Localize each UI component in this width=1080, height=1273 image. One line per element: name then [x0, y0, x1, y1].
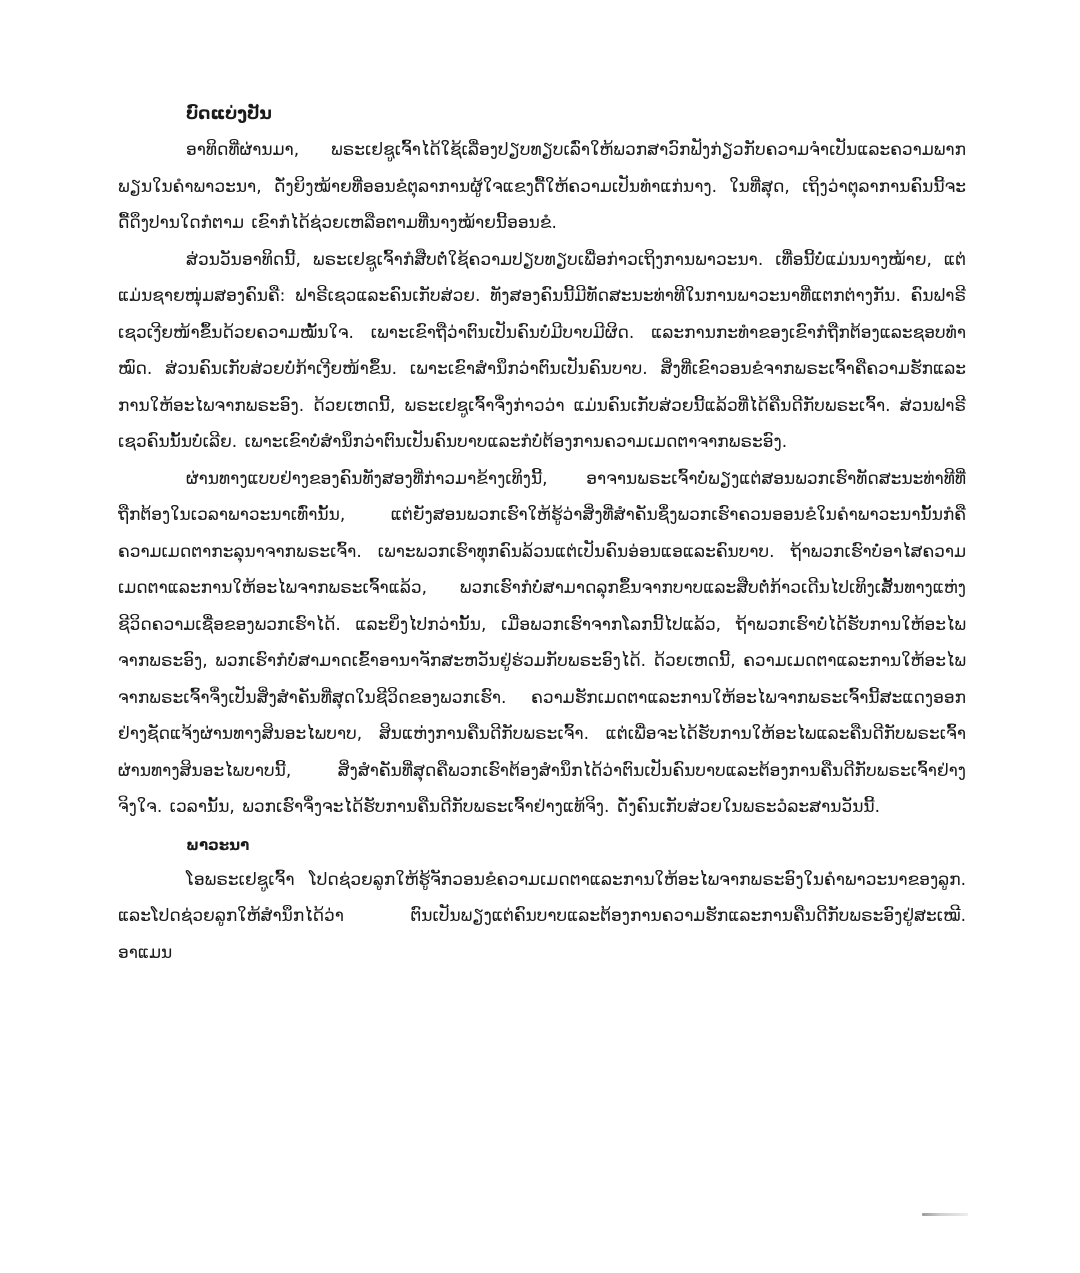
paragraph-1: ອາທິດທີ່ຜ່ານມາ, ພຣະເຢຊູເຈົ້າໄດ້ໃຊ້ເລື່ອງປຽບທຽບເລົ່າໃຫ້ພວກສາວົກຟັງກ່ຽວກັບຄວາມຈໍາເປັນແລະຄວາມພາກພຽນໃນຄໍາພາວະນາ, ດັ່ງຍິງໝ້າຍທີ່ອອນຂໍຕຸລາການຜູ້ໃຈແຂງດື້ໃຫ້ຄວາມເປັນທໍາແກ່ນາງ. ໃນທີ່ສຸດ, ເຖິງວ່າຕຸລາການຄົນນີ້ຈະດື້ດຶງປານໃດກໍຕາມ ເຂົາກໍໄດ້ຊ່ວຍເຫລືອຕາມທີ່ນາງໝ້າຍນີ້ອອນຂໍ. — [118, 140, 966, 233]
paragraph-3: ຜ່ານທາງແບບຢ່າງຂອງຄົນທັງສອງທີ່ກ່າວມາຂ້າງເທິງນີ້, ອາຈານພຣະເຈົ້າບໍ່ພຽງແຕ່ສອນພວກເຮົາທັດສະນະທ່າທີທີ່ຖືກຕ້ອງໃນເວລາພາວະນາເທົ່ານັ້ນ, ແຕ່ຍັງສອນພວກເຮົາໃຫ້ຮູ້ວ່າສິ່ງທີ່ສໍາຄັນຊຶ່ງພວກເຮົາຄວນອອນຂໍໃນຄໍາພາວະນານັ້ນກໍຄື ຄວາມເມດຕາກະລຸນາຈາກພຣະເຈົ້າ. ເພາະພວກເຮົາທຸກຄົນລ້ວນແຕ່ເປັນຄົນອ່ອນແອແລະຄົນບາບ. ຖ້າພວກເຮົາບໍ່ອາໄສຄວາມເມດຕາແລະການໃຫ້ອະໄພຈາກພຣະເຈົ້າແລ້ວ, ພວກເຮົາກໍບໍ່ສາມາດລຸກຂຶ້ນຈາກບາບແລະສືບຕໍ່ກ້າວເດີນໄປເທິງເສັ້ນທາງແຫ່ງຊີວິດຄວາມເຊື່ອຂອງພວກເຮົາໄດ້. ແລະຍິ່ງໄປກວ່ານັ້ນ, ເມື່ອພວກເຮົາຈາກໂລກນີ້ໄປແລ້ວ, ຖ້າພວກເຮົາບໍ່ໄດ້ຮັບການໃຫ້ອະໄພຈາກພຣະອົງ, ພວກເຮົາກໍບໍ່ສາມາດເຂົ້າອານາຈັກສະຫວັນຢູ່ຮ່ວມກັບພຣະອົງໄດ້. ດ້ວຍເຫດນີ້, ຄວາມເມດຕາແລະການໃຫ້ອະໄພຈາກພຣະເຈົ້າຈຶ່ງເປັນສິ່ງສໍາຄັນທີ່ສຸດໃນຊີວິດຂອງພວກເຮົາ. ຄວາມຮັກເມດຕາແລະການໃຫ້ອະໄພຈາກພຣະເຈົ້ານີ້ສະແດງອອກຢ່າງຊັດແຈ້ງຜ່ານທາງສິນອະໄພບາບ, ສິນແຫ່ງການຄືນດີກັບພຣະເຈົ້າ. ແຕ່ເພື່ອຈະໄດ້ຮັບການໃຫ້ອະໄພແລະຄືນດີກັບພຣະເຈົ້າຜ່ານທາງສິນອະໄພບາບນີ້, ສິ່ງສໍາຄັນທີ່ສຸດຄືພວກເຮົາຕ້ອງສໍານຶກໄດ້ວ່າຕົນເປັນຄົນບາບແລະຕ້ອງການຄືນດີກັບພຣະເຈົ້າຢ່າງຈິງໃຈ. ເວລານັ້ນ, ພວກເຮົາຈຶ່ງຈະໄດ້ຮັບການຄືນດີກັບພຣະເຈົ້າຢ່າງແທ້ຈິງ. ດັ່ງຄົນເກັບສ່ວຍໃນພຣະວໍລະສານວັນນີ້. — [118, 468, 966, 817]
prayer-text: ໂອພຣະເຢຊູເຈົ້າ ໂປດຊ່ວຍລູກໃຫ້ຮູ້ຈັກວອນຂໍຄວາມເມດຕາແລະການໃຫ້ອະໄພຈາກພຣະອົງໃນຄໍາພາວະນາຂອງລູກ. ແລະໂປດຊ່ວຍລູກໃຫ້ສໍານຶກໄດ້ວ່າ ຕົນເປັນພຽງແຕ່ຄົນບາບແລະຕ້ອງການຄວາມຮັກແລະການຄືນດີກັບພຣະອົງຢູ່ສະເໝີ. ອາແມນ — [118, 869, 966, 963]
document-body — [118, 96, 966, 971]
document-title: ບົດແບ່ງປັນ — [186, 104, 272, 124]
paragraph-2: ສ່ວນວັນອາທິດນີ້, ພຣະເຢຊູເຈົ້າກໍສືບຕໍ່ໃຊ້ຄວາມປຽບທຽບເພື່ອກ່າວເຖິງການພາວະນາ. ເທື່ອນີ້ບໍ່ແມ່ນນາງໝ້າຍ, ແຕ່ແມ່ນຊາຍໜຸ່ມສອງຄົນຄື: ຟາຣີເຊວແລະຄົນເກັບສ່ວຍ. ທັງສອງຄົນນີ້ມີທັດສະນະທ່າທີໃນການພາວະນາທີ່ແຕກຕ່າງກັນ. ຄົນຟາຣີເຊວເງີຍໜ້າຂຶ້ນດ້ວຍຄວາມໝັ້ນໃຈ. ເພາະເຂົາຖືວ່າຕົນເປັນຄົນບໍ່ມີບາບມີຜິດ. ແລະການກະທໍາຂອງເຂົາກໍຖືກຕ້ອງແລະຊອບທໍາໝົດ. ສ່ວນຄົນເກັບສ່ວຍບໍ່ກ້າເງີຍໜ້າຂຶ້ນ. ເພາະເຂົາສໍານຶກວ່າຕົນເປັນຄົນບາບ. ສິ່ງທີ່ເຂົາວອນຂໍຈາກພຣະເຈົ້າຄືຄວາມຮັກແລະການໃຫ້ອະໄພຈາກພຣະອົງ. ດ້ວຍເຫດນີ້, ພຣະເຢຊູເຈົ້າຈຶ່ງກ່າວວ່າ ແມ່ນຄົນເກັບສ່ວຍນີ້ແລ້ວທີ່ໄດ້ຄືນດີກັບພຣະເຈົ້າ. ສ່ວນຟາຣີເຊວຄົນນັ້ນບໍ່ເລີຍ. ເພາະເຂົາບໍ່ສໍານຶກວ່າຕົນເປັນຄົນບາບແລະກໍບໍ່ຕ້ອງການຄວາມເມດຕາຈາກພຣະອົງ. — [118, 249, 966, 452]
prayer-heading: ພາວະນາ — [186, 835, 250, 854]
scan-artifact-mark — [922, 1213, 968, 1216]
